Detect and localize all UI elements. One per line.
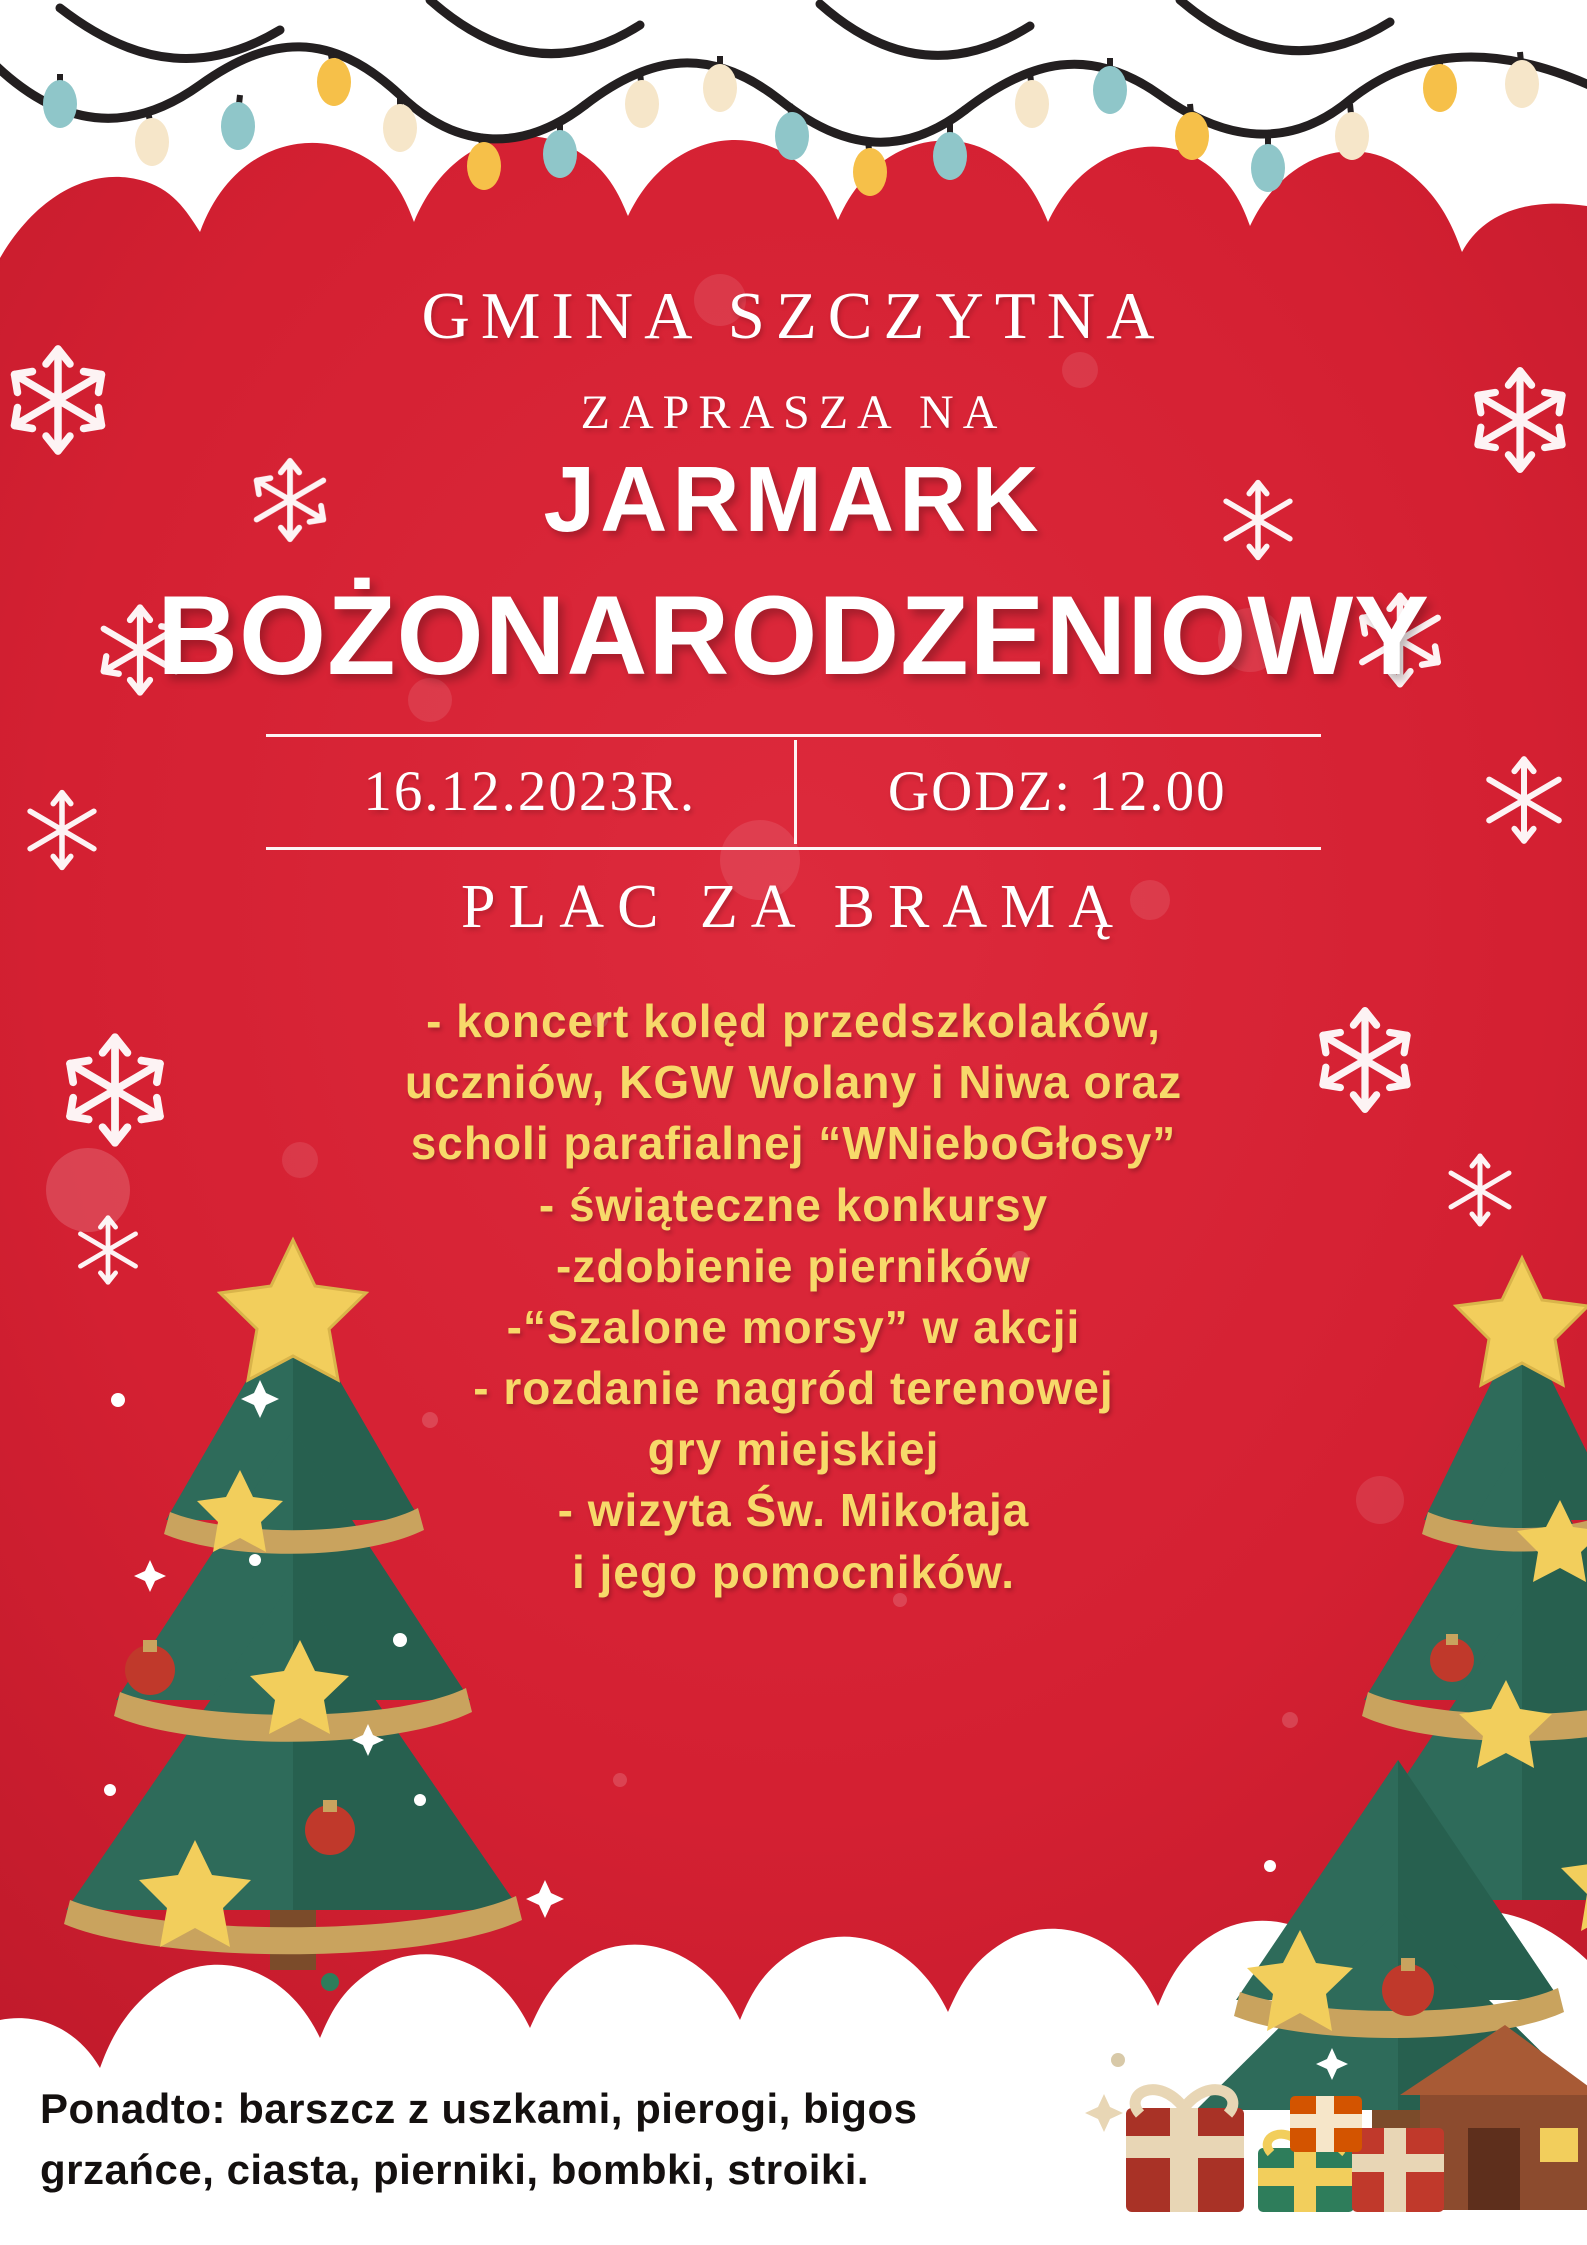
program-item: - wizyta Św. Mikołaja — [557, 1484, 1030, 1537]
program-list — [0, 991, 1587, 1603]
footer-line: grzańce, ciasta, pierniki, bombki, stroiki. — [40, 2146, 870, 2194]
title-line-2: BOŻONARODZENIOWY — [157, 573, 1430, 698]
organizer-line: GMINA SZCZYTNA — [421, 279, 1166, 353]
program-item: -zdobienie pierników — [556, 1239, 1031, 1292]
program-item: scholi parafialnej “WNieboGłosy” — [410, 1117, 1177, 1170]
event-place: PLAC ZA BRAMĄ — [460, 873, 1127, 941]
event-time: GODZ: 12.00 — [887, 760, 1227, 823]
program-item: - koncert kolęd przedszkolaków, — [426, 995, 1161, 1047]
program-item: -“Szalone morsy” w akcji — [506, 1300, 1081, 1353]
program-item: - świąteczne konkursy — [538, 1178, 1049, 1231]
program-item: uczniów, KGW Wolany i Niwa oraz — [404, 1056, 1183, 1109]
title-line-1: JARMARK — [543, 447, 1044, 551]
program-item: - rozdanie nagród terenowej — [473, 1362, 1114, 1415]
invite-line: ZAPRASZA NA — [580, 386, 1007, 439]
date-time-bar — [266, 734, 1321, 850]
string-lights-icon — [0, 0, 1587, 260]
footer-line: Ponadto: barszcz z uszkami, pierogi, bigos — [40, 2085, 918, 2133]
program-item: gry miejskiej — [647, 1423, 940, 1476]
footer-note — [40, 2079, 917, 2201]
event-date: 16.12.2023R. — [363, 760, 697, 823]
program-item: i jego pomocników. — [571, 1545, 1016, 1598]
